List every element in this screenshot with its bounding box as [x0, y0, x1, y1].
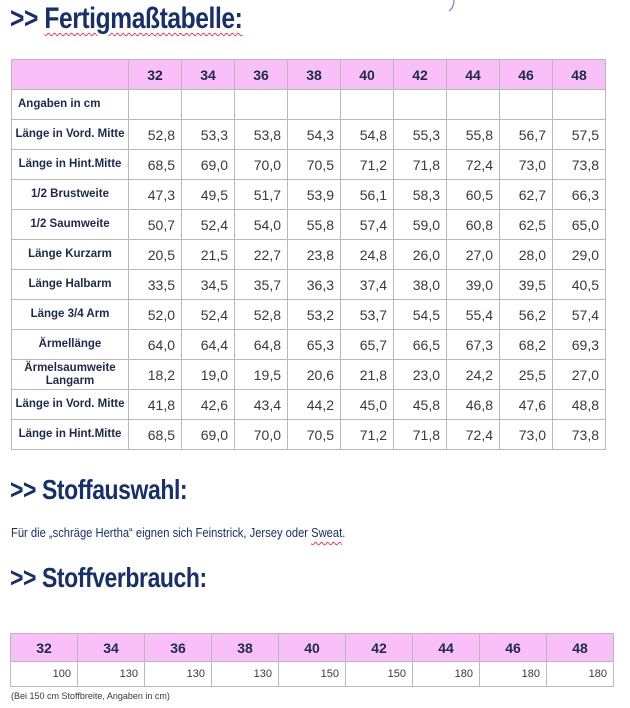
value-cell: 71,8: [394, 420, 447, 450]
fabric-value-cell: 130: [78, 662, 145, 687]
value-cell: 56,1: [341, 180, 394, 210]
fabric-value-cell: 180: [547, 662, 614, 687]
fabric-value-cell: 130: [145, 662, 212, 687]
value-cell: 27,0: [553, 360, 606, 390]
row-label: Länge Halbarm: [12, 270, 129, 300]
value-cell: 49,5: [182, 180, 235, 210]
value-cell: 23,0: [394, 360, 447, 390]
value-cell: 64,8: [235, 330, 288, 360]
value-cell: 55,8: [447, 120, 500, 150]
value-cell: 73,8: [553, 150, 606, 180]
value-cell: 57,4: [553, 300, 606, 330]
value-cell: 55,4: [447, 300, 500, 330]
table-row: [12, 240, 606, 270]
value-cell: 52,8: [235, 300, 288, 330]
value-cell: 70,5: [288, 150, 341, 180]
value-cell: 70,5: [288, 420, 341, 450]
empty-cell: [447, 90, 500, 120]
value-cell: 37,4: [341, 270, 394, 300]
fabric-value-cell: 150: [279, 662, 346, 687]
value-cell: 70,0: [235, 150, 288, 180]
empty-cell: [553, 90, 606, 120]
value-cell: 21,8: [341, 360, 394, 390]
value-cell: 44,2: [288, 390, 341, 420]
value-cell: 60,5: [447, 180, 500, 210]
row-label: Länge Kurzarm: [12, 240, 129, 270]
fabric-size-header: 42: [346, 634, 413, 662]
value-cell: 52,8: [129, 120, 182, 150]
value-cell: 27,0: [447, 240, 500, 270]
value-cell: 55,8: [288, 210, 341, 240]
empty-cell: [341, 90, 394, 120]
measurement-heading: >> Fertigmaßtabelle:: [10, 2, 243, 35]
footnote: (Bei 150 cm Stoffbreite, Angaben in cm): [11, 691, 170, 701]
value-cell: 19,5: [235, 360, 288, 390]
value-cell: 28,0: [500, 240, 553, 270]
value-cell: 56,2: [500, 300, 553, 330]
table-row: [12, 330, 606, 360]
value-cell: 23,8: [288, 240, 341, 270]
table-row: [12, 420, 606, 450]
value-cell: 36,3: [288, 270, 341, 300]
empty-cell: [235, 90, 288, 120]
value-cell: 72,4: [447, 420, 500, 450]
spell-marked-word: Sweat: [311, 525, 343, 540]
value-cell: 42,6: [182, 390, 235, 420]
size-header: 48: [553, 60, 606, 90]
value-cell: 64,0: [129, 330, 182, 360]
table-row: [12, 120, 606, 150]
value-cell: 33,5: [129, 270, 182, 300]
value-cell: 72,4: [447, 150, 500, 180]
fabric-value-cell: 150: [346, 662, 413, 687]
value-cell: 34,5: [182, 270, 235, 300]
fabric-value-cell: 180: [480, 662, 547, 687]
row-label: Länge in Hint.Mitte: [12, 150, 129, 180]
value-cell: 69,0: [182, 420, 235, 450]
value-cell: 40,5: [553, 270, 606, 300]
fabric-size-header: 34: [78, 634, 145, 662]
fabric-size-header: 46: [480, 634, 547, 662]
value-cell: 18,2: [129, 360, 182, 390]
fabric-usage-table: [10, 633, 614, 687]
value-cell: 53,9: [288, 180, 341, 210]
value-cell: 35,7: [235, 270, 288, 300]
value-cell: 73,0: [500, 150, 553, 180]
fabric-choice-heading: >> Stoffauswahl:: [10, 474, 188, 505]
fabric-size-header: 40: [279, 634, 346, 662]
fabric-size-header: 48: [547, 634, 614, 662]
value-cell: 54,0: [235, 210, 288, 240]
value-cell: 25,5: [500, 360, 553, 390]
size-header: 38: [288, 60, 341, 90]
row-label: Länge 3/4 Arm: [12, 300, 129, 330]
value-cell: 71,2: [341, 150, 394, 180]
value-cell: 52,4: [182, 300, 235, 330]
value-cell: 47,6: [500, 390, 553, 420]
value-cell: 66,5: [394, 330, 447, 360]
value-cell: 43,4: [235, 390, 288, 420]
value-cell: 41,8: [129, 390, 182, 420]
size-header-row: [12, 60, 606, 90]
table-row: [12, 150, 606, 180]
table-row: [12, 390, 606, 420]
value-cell: 29,0: [553, 240, 606, 270]
size-header: 44: [447, 60, 500, 90]
table-row: [12, 300, 606, 330]
value-cell: 52,0: [129, 300, 182, 330]
row-label: 1/2 Saumweite: [12, 210, 129, 240]
measurement-table: [11, 59, 606, 450]
fabric-size-header: 44: [413, 634, 480, 662]
value-cell: 73,0: [500, 420, 553, 450]
value-cell: 56,7: [500, 120, 553, 150]
table-row: [12, 210, 606, 240]
unit-row: [12, 90, 606, 120]
value-cell: 57,5: [553, 120, 606, 150]
value-cell: 60,8: [447, 210, 500, 240]
fabric-value-row: [11, 662, 614, 687]
value-cell: 69,0: [182, 150, 235, 180]
value-cell: 65,0: [553, 210, 606, 240]
fabric-size-header: 36: [145, 634, 212, 662]
value-cell: 71,8: [394, 150, 447, 180]
value-cell: 45,0: [341, 390, 394, 420]
fabric-value-cell: 180: [413, 662, 480, 687]
value-cell: 48,8: [553, 390, 606, 420]
fabric-size-header: 38: [212, 634, 279, 662]
value-cell: 38,0: [394, 270, 447, 300]
value-cell: 21,5: [182, 240, 235, 270]
size-header: 34: [182, 60, 235, 90]
value-cell: 64,4: [182, 330, 235, 360]
value-cell: 53,2: [288, 300, 341, 330]
size-header: 32: [129, 60, 182, 90]
row-label: Ärmellänge: [12, 330, 129, 360]
value-cell: 26,0: [394, 240, 447, 270]
value-cell: 47,3: [129, 180, 182, 210]
value-cell: 59,0: [394, 210, 447, 240]
fabric-size-row: [11, 634, 614, 662]
value-cell: 73,8: [553, 420, 606, 450]
table-row: [12, 360, 606, 390]
value-cell: 69,3: [553, 330, 606, 360]
value-cell: 68,5: [129, 420, 182, 450]
fabric-size-header: 32: [11, 634, 78, 662]
size-header: 42: [394, 60, 447, 90]
value-cell: 65,7: [341, 330, 394, 360]
size-header: 46: [500, 60, 553, 90]
value-cell: 53,8: [235, 120, 288, 150]
corner-cell: [12, 60, 129, 90]
table-row: [12, 180, 606, 210]
value-cell: 58,3: [394, 180, 447, 210]
fabric-value-cell: 100: [11, 662, 78, 687]
value-cell: 66,3: [553, 180, 606, 210]
value-cell: 54,5: [394, 300, 447, 330]
value-cell: 54,8: [341, 120, 394, 150]
value-cell: 51,7: [235, 180, 288, 210]
value-cell: 62,5: [500, 210, 553, 240]
value-cell: 70,0: [235, 420, 288, 450]
value-cell: 24,2: [447, 360, 500, 390]
value-cell: 68,2: [500, 330, 553, 360]
empty-cell: [182, 90, 235, 120]
value-cell: 55,3: [394, 120, 447, 150]
value-cell: 20,6: [288, 360, 341, 390]
row-label: Länge in Hint.Mitte: [12, 420, 129, 450]
value-cell: 53,3: [182, 120, 235, 150]
value-cell: 68,5: [129, 150, 182, 180]
unit-label: Angaben in cm: [12, 90, 129, 120]
size-header: 36: [235, 60, 288, 90]
fabric-description: Für die „schräge Hertha“ eignen sich Feinstrick, Jersey oder Sweat.: [11, 525, 346, 540]
value-cell: 46,8: [447, 390, 500, 420]
empty-cell: [394, 90, 447, 120]
value-cell: 39,0: [447, 270, 500, 300]
value-cell: 45,8: [394, 390, 447, 420]
decorative-stroke: [446, 0, 460, 12]
value-cell: 39,5: [500, 270, 553, 300]
value-cell: 62,7: [500, 180, 553, 210]
value-cell: 53,7: [341, 300, 394, 330]
empty-cell: [288, 90, 341, 120]
value-cell: 22,7: [235, 240, 288, 270]
value-cell: 20,5: [129, 240, 182, 270]
value-cell: 19,0: [182, 360, 235, 390]
row-label: Länge in Vord. Mitte: [12, 390, 129, 420]
fabric-usage-heading: >> Stoffverbrauch:: [10, 562, 207, 593]
row-label: 1/2 Brustweite: [12, 180, 129, 210]
value-cell: 67,3: [447, 330, 500, 360]
value-cell: 52,4: [182, 210, 235, 240]
fabric-value-cell: 130: [212, 662, 279, 687]
empty-cell: [129, 90, 182, 120]
value-cell: 54,3: [288, 120, 341, 150]
size-header: 40: [341, 60, 394, 90]
value-cell: 57,4: [341, 210, 394, 240]
value-cell: 50,7: [129, 210, 182, 240]
table-row: [12, 270, 606, 300]
value-cell: 65,3: [288, 330, 341, 360]
row-label: Länge in Vord. Mitte: [12, 120, 129, 150]
row-label: Ärmelsaumweite Langarm: [12, 360, 129, 390]
empty-cell: [500, 90, 553, 120]
value-cell: 71,2: [341, 420, 394, 450]
value-cell: 24,8: [341, 240, 394, 270]
